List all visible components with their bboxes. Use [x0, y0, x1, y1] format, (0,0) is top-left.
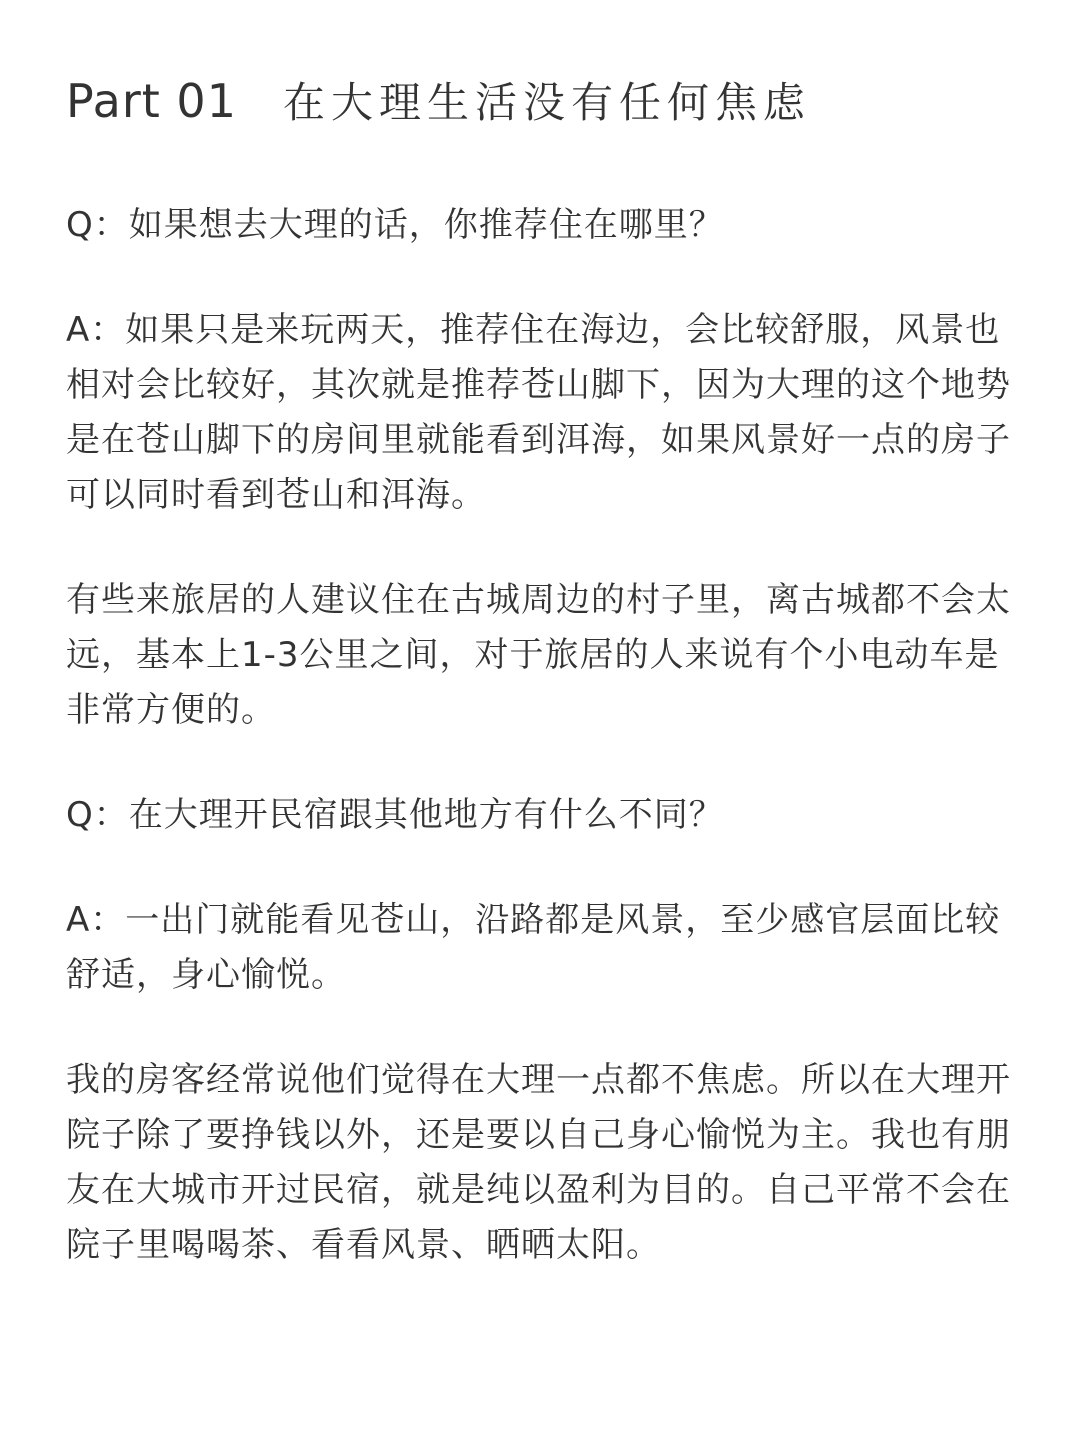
section-header [66, 70, 1026, 140]
answer-2-continued: 我的房客经常说他们觉得在大理一点都不焦虑。所以在大理开院子除了要挣钱以外，还是要以自己身心愉悦为主。我也有朋友在大城市开过民宿，就是纯以盈利为目的。自己平常不会在院子里喝喝茶、看看风景、晒晒太阳。 [66, 1060, 1011, 1265]
article [66, 70, 1026, 1323]
answer-1-continued: 有些来旅居的人建议住在古城周边的村子里，离古城都不会太远，基本上1-3公里之间，对于旅居的人来说有个小电动车是非常方便的。 [66, 580, 1011, 730]
part-title: 在大理生活没有任何焦虑 [282, 78, 811, 127]
answer-1: A：如果只是来玩两天，推荐住在海边，会比较舒服，风景也相对会比较好，其次就是推荐苍山脚下，因为大理的这个地势是在苍山脚下的房间里就能看到洱海，如果风景好一点的房子可以同时看到苍山和洱海。 [66, 310, 1011, 515]
question-1: Q：如果想去大理的话，你推荐住在哪里？ [66, 205, 724, 245]
question-2: Q：在大理开民宿跟其他地方有什么不同？ [66, 795, 724, 835]
part-label: Part 01 [66, 74, 237, 128]
answer-2: A：一出门就能看见苍山，沿路都是风景，至少感官层面比较舒适，身心愉悦。 [66, 900, 1001, 995]
